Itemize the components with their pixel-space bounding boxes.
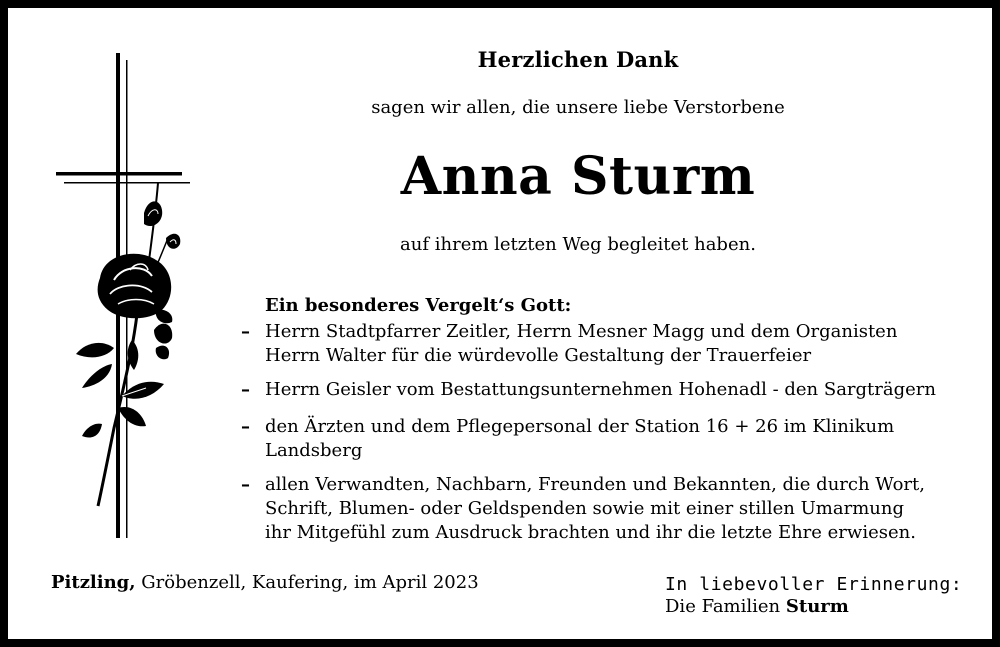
- thanks-item: [241, 473, 925, 545]
- thanks-title: Ein besonderes Vergelt‘s Gott:: [265, 295, 572, 316]
- dash-bullet: –: [241, 416, 250, 437]
- thanks-item-line: allen Verwandten, Nachbarn, Freunden und Bekannten, die durch Wort,: [265, 474, 925, 495]
- dash-bullet: –: [241, 379, 250, 400]
- thanks-item: [241, 378, 937, 402]
- thanks-item-line: den Ärzten und dem Pflegepersonal der Station 16 + 26 im Klinikum: [265, 416, 895, 437]
- outro-text: auf ihrem letzten Weg begleitet haben.: [400, 234, 756, 255]
- thanks-item: [241, 320, 898, 368]
- family-name: Sturm: [785, 596, 849, 617]
- thanks-item-line: Herrn Geisler vom Bestattungsunternehmen Hohenadl - den Sargträgern: [265, 379, 937, 400]
- place-rest: Gröbenzell, Kaufering, im April 2023: [135, 572, 479, 593]
- thanks-item-line: Schrift, Blumen- oder Geldspenden sowie mit einer stillen Umarmung: [265, 498, 904, 519]
- intro-text: sagen wir allen, die unsere liebe Verstorbene: [371, 97, 785, 118]
- place-and-date: [51, 572, 479, 593]
- family-prefix: Die Familien: [665, 596, 786, 617]
- thanks-item: [241, 415, 895, 463]
- dash-bullet: –: [241, 321, 250, 342]
- cross-with-rose-icon: [48, 48, 198, 548]
- thanks-item-line: Landsberg: [265, 440, 363, 461]
- thanks-item-line: Herrn Walter für die würdevolle Gestaltung der Trauerfeier: [265, 345, 812, 366]
- deceased-name: Anna Sturm: [400, 146, 756, 207]
- family-signature: [665, 596, 849, 617]
- closing-line: In liebevoller Erinnerung:: [665, 574, 963, 595]
- heading: Herzlichen Dank: [477, 47, 679, 72]
- thanks-item-line: ihr Mitgefühl zum Ausdruck brachten und ihr die letzte Ehre erwiesen.: [265, 522, 916, 543]
- thanks-item-line: Herrn Stadtpfarrer Zeitler, Herrn Mesner Magg und dem Organisten: [265, 321, 898, 342]
- dash-bullet: –: [241, 474, 250, 495]
- place-bold: Pitzling,: [51, 572, 136, 593]
